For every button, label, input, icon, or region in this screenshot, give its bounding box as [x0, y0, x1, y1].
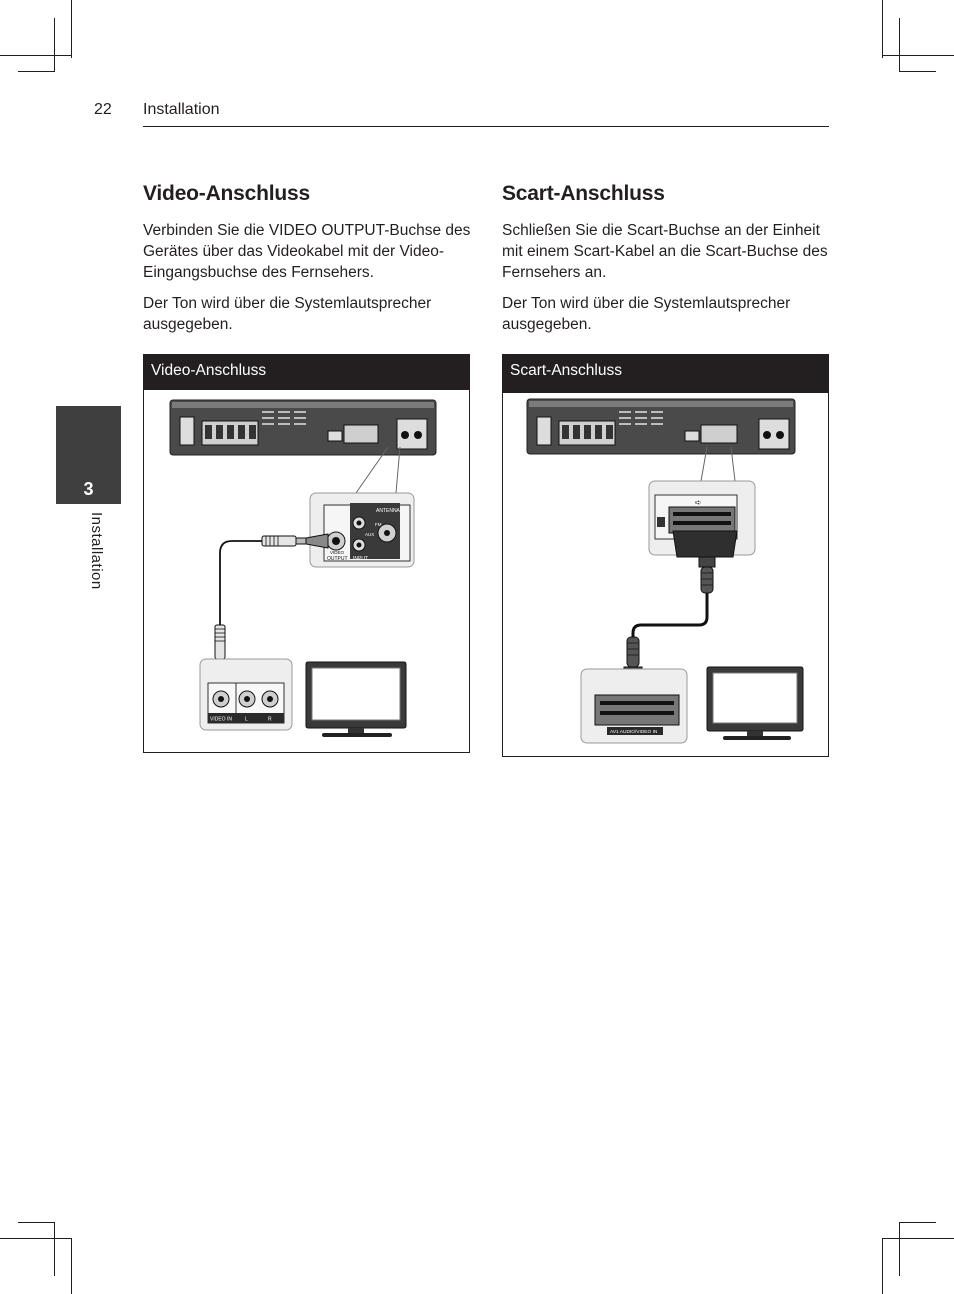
crop-mark — [899, 1222, 900, 1276]
fm-label: FM — [375, 522, 382, 527]
crop-mark — [882, 55, 954, 56]
crop-mark — [882, 1238, 883, 1294]
antenna-label: ANTENNA — [376, 508, 400, 514]
crop-mark — [899, 1222, 936, 1223]
tv-icon — [707, 667, 803, 740]
tv-jack-zoom — [200, 659, 292, 730]
scart-connection-figure — [502, 354, 829, 757]
crop-mark — [882, 1238, 954, 1239]
video-paragraph-1: Verbinden Sie die VIDEO OUTPUT-Buchse des Gerätes über das Videokabel mit der Video-Eingangsbuchse des Fernsehers. — [143, 222, 471, 281]
video-jack-label: VIDEO — [330, 550, 345, 555]
crop-mark — [899, 71, 936, 72]
input-label: INPUT — [353, 556, 368, 562]
chapter-tab — [56, 406, 121, 504]
tv-scart-zoom — [581, 669, 687, 743]
crop-mark — [0, 55, 72, 56]
av-input-label: AV1 AUDIO/VIDEO IN — [610, 730, 658, 735]
scart-paragraph-1: Schließen Sie die Scart-Buchse an der Einheit mit einem Scart-Kabel an die Scart-Buchse des Fernsehers an. — [502, 222, 828, 281]
video-section-title: Video-Anschluss — [143, 182, 310, 205]
crop-mark — [54, 1222, 55, 1276]
crop-mark — [18, 1222, 55, 1223]
crop-mark — [71, 1238, 72, 1294]
page-number: 22 — [94, 101, 112, 118]
crop-mark — [899, 18, 900, 72]
video-section — [143, 180, 471, 345]
unit-jack-zoom — [310, 493, 414, 567]
output-label: OUTPUT — [327, 556, 348, 562]
video-connection-diagram — [144, 355, 469, 752]
scart-section-title: Scart-Anschluss — [502, 182, 665, 205]
scart-paragraph-2: Der Ton wird über die Systemlautsprecher ausgegeben. — [502, 295, 791, 333]
tv-right-label: R — [268, 716, 272, 723]
chapter-number: 3 — [83, 479, 94, 499]
header-rule — [143, 126, 829, 127]
crop-mark — [882, 0, 883, 58]
svg-text:➪: ➪ — [695, 498, 702, 507]
crop-mark — [18, 71, 55, 72]
aux-label: AUX — [365, 532, 375, 537]
crop-mark — [71, 0, 72, 58]
video-figure-caption: Video-Anschluss — [144, 355, 469, 390]
unit-rear-panel — [527, 399, 795, 454]
video-paragraph-2: Der Ton wird über die Systemlautsprecher ausgegeben. — [143, 295, 432, 333]
tv-left-label: L — [245, 716, 248, 723]
video-connection-figure — [143, 354, 470, 753]
header-section: Installation — [143, 101, 220, 118]
video-in-label: VIDEO IN — [210, 716, 232, 723]
scart-section — [502, 180, 830, 345]
tv-icon — [306, 662, 406, 737]
crop-mark — [54, 18, 55, 72]
crop-mark — [0, 1238, 72, 1239]
unit-rear-panel — [170, 400, 436, 455]
chapter-label: Installation — [88, 512, 105, 590]
scart-connection-diagram — [503, 355, 828, 756]
scart-figure-caption: Scart-Anschluss — [503, 355, 828, 393]
